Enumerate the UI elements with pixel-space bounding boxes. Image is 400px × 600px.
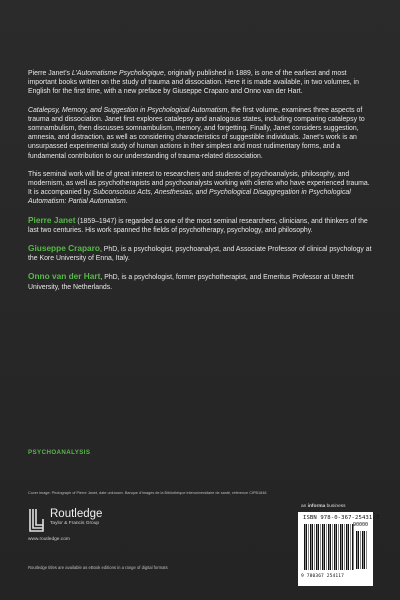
barcode-bar (316, 524, 318, 570)
barcode-bar (306, 524, 307, 570)
barcode-bar (364, 531, 365, 569)
barcode-digits: 9 780367 254117 (301, 574, 344, 579)
barcode-bar (340, 524, 342, 570)
isbn-text: ISBN 978-0-367-25431-7 (303, 515, 380, 521)
barcode-bar (315, 524, 316, 570)
blurb (28, 69, 374, 301)
barcode-bar (336, 524, 337, 570)
barcode-icon (304, 524, 354, 570)
barcode-bar (346, 524, 348, 570)
barcode-bar (304, 524, 306, 570)
blurb-paragraph-1: Pierre Janet’s L’Automatisme Psychologique, originally published in 1889, is one of the earliest and most important books written on the study of trauma and dissociation. Here it is made available, in two volumes, in English for the first time, with a new preface by Giuseppe Craparo and Onno van der Hart. (28, 70, 359, 96)
author-bio-van-der-hart: Onno van der Hart, PhD, is a psychologist, former psychotherapist, and Emeritus Professor at Utrecht University, the Netherlands. (28, 271, 354, 291)
cover-image-credit: Cover image: Photograph of Pierre Janet, date unknown. Banque d’images de la Bibliothèque interuniversitaire de santé, reference CIPB1848 (28, 491, 267, 495)
barcode-bar (362, 531, 364, 569)
barcode-panel (298, 512, 380, 586)
author-name: Pierre Janet (28, 214, 76, 225)
routledge-logo-icon (28, 508, 45, 532)
publisher-group: Taylor & Francis Group (50, 521, 100, 526)
barcode-bar (342, 524, 343, 570)
barcode-bar (367, 531, 368, 569)
barcode-bar (327, 524, 328, 570)
barcode-bar (352, 524, 354, 570)
barcode-bar (321, 524, 322, 570)
author-bio-janet: Pierre Janet (1859–1947) is regarded as one of the most seminal researchers, clinicians, and thinkers of the last two centuries. His work spanned the fields of psychotherapy, psychology, and philosophy. (28, 214, 368, 234)
barcode-bar (330, 524, 331, 570)
author-bio-craparo: Giuseppe Craparo, PhD, is a psychologist, psychoanalyst, and Associate Professor of clinical psychology at the Kore University of Enna, Italy. (28, 243, 372, 263)
barcode-bar (318, 524, 319, 570)
ebook-note: Routledge titles are available as eBook editions in a range of digital formats (28, 565, 168, 570)
book-title-original: L’Automatisme Psychologique (71, 70, 164, 77)
barcode-bar (310, 524, 312, 570)
barcode-bar (309, 524, 310, 570)
barcode-bar (358, 531, 359, 569)
barcode-bar (351, 524, 352, 570)
barcode-bar (322, 524, 324, 570)
author-name: Giuseppe Craparo (28, 243, 100, 254)
publisher-logo (28, 508, 102, 532)
barcode-bar (312, 524, 313, 570)
barcode-bar (334, 524, 336, 570)
barcode-bar (345, 524, 346, 570)
barcode-bar (356, 531, 358, 569)
author-name: Onno van der Hart (28, 271, 101, 282)
barcode-bar (361, 531, 362, 569)
informa-business-label: an informa business (301, 504, 346, 509)
barcode-bar (339, 524, 340, 570)
volume-title: Catalepsy, Memory, and Suggestion in Psychological Automatism (28, 106, 228, 114)
publisher-url[interactable]: www.routledge.com (28, 537, 70, 542)
publisher-name: Routledge (50, 508, 103, 520)
blurb-paragraph-2: Catalepsy, Memory, and Suggestion in Psychological Automatism, the first volume, examines three aspects of trauma and dissociation. Janet first explores catalepsy and analogous states, including comparing catalepsy to somnambulism, then discusses somnambulism, memory, and forgetting. Finally, Janet considers suggestion, amnesia, and distraction, as well as considering characteristics of suggestible individuals. Janet’s work is an unsurpassed experimental study of human actions in their simplest and most rudimentary forms, and a fundamental contribution to our understanding of trauma-related dissociation. (28, 106, 365, 160)
price-code: 90000 (352, 522, 368, 528)
subject-category: PSYCHOANALYSIS (28, 449, 91, 456)
blurb-paragraph-3: This seminal work will be of great interest to researchers and students of psychoanalysis, philosophy, and modernism, as well as psychotherapists and psychoanalysts working with clients who have experienced trauma. It is accompanied by Subconscious Acts, Anesthesias, and Psychological Disaggregation in Psychological Automatism: Partial Automatism. (28, 170, 370, 206)
barcode-bar (324, 524, 325, 570)
barcode-bar (333, 524, 334, 570)
companion-volume-title: Subconscious Acts, Anesthesias, and Psychological Disaggregation in Psychological Automatism: Partial Automatism (28, 189, 351, 206)
price-barcode-icon (356, 531, 369, 569)
barcode-bar (328, 524, 330, 570)
barcode-bar (348, 524, 349, 570)
